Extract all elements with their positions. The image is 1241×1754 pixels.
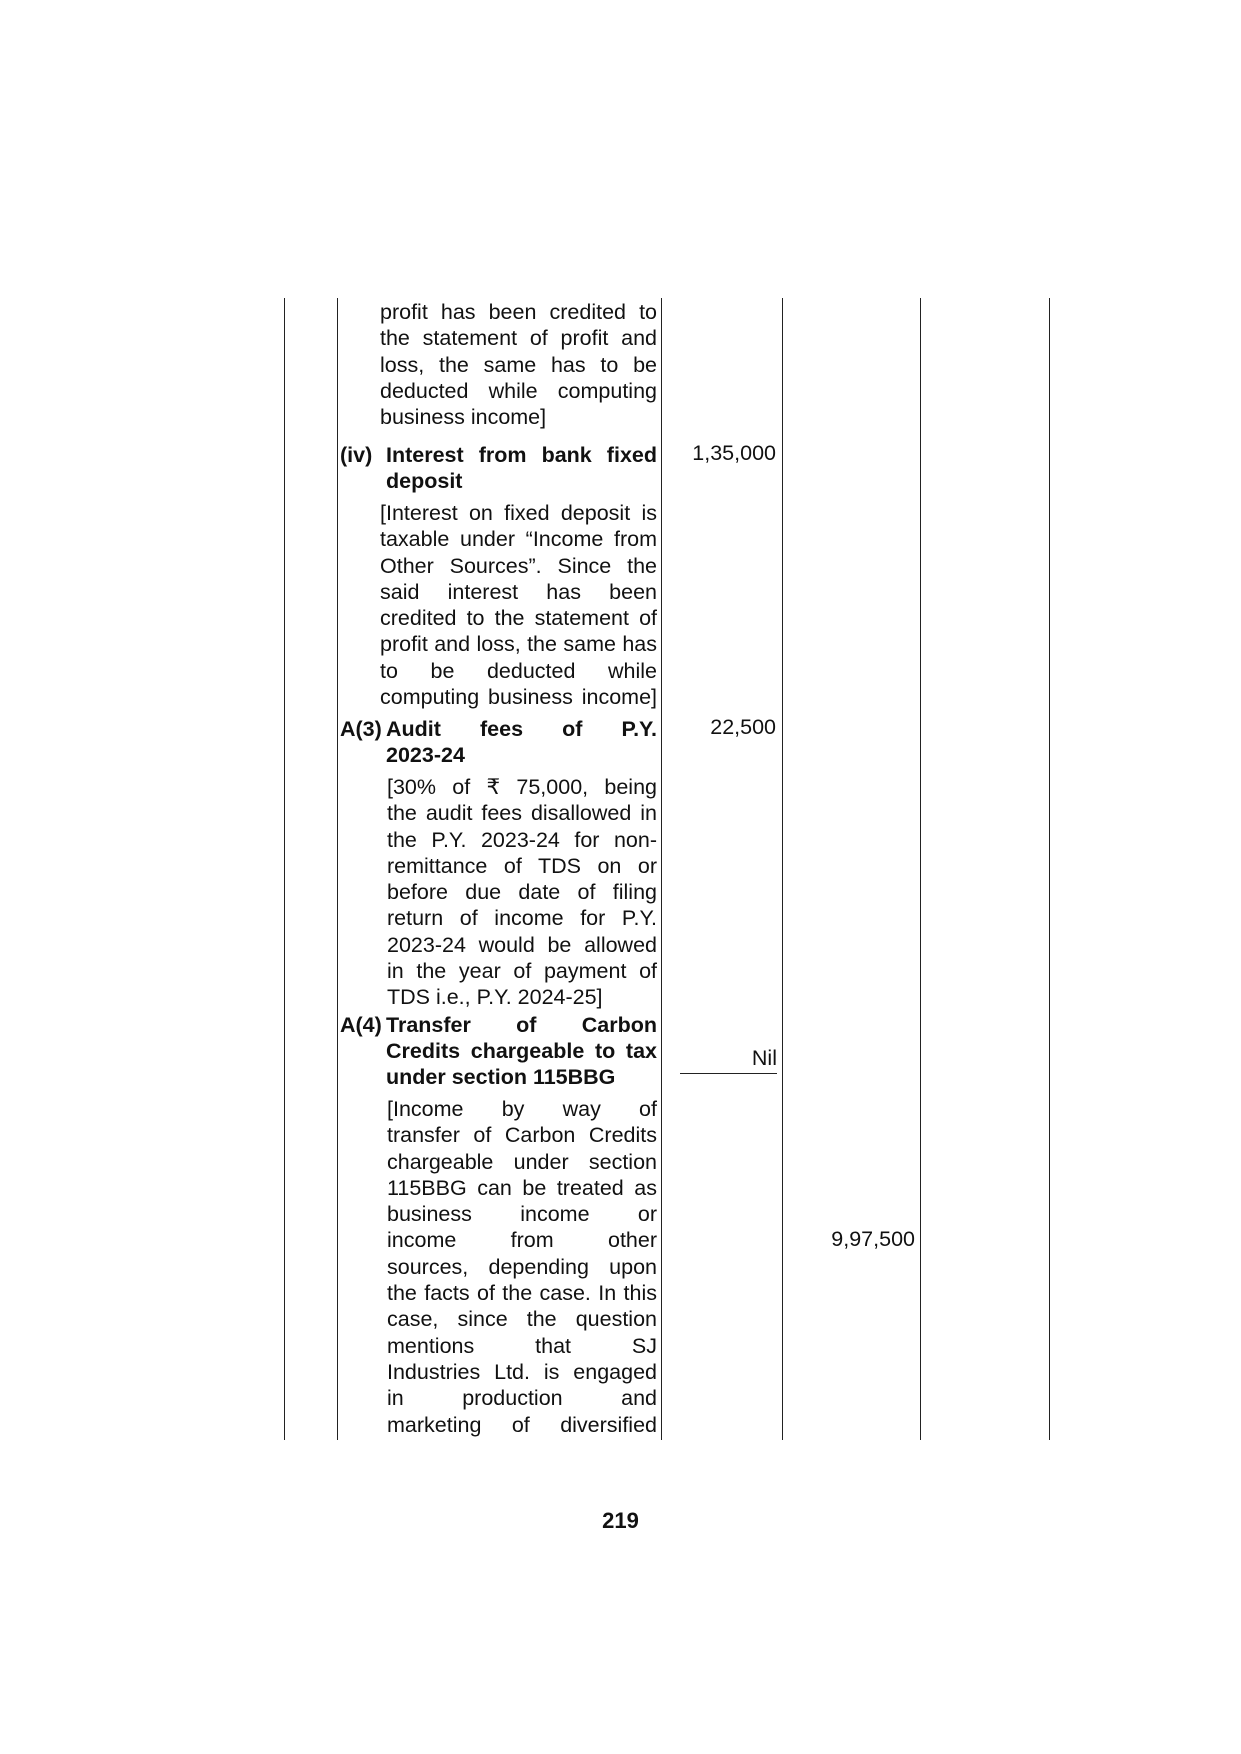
item-iv-amount: 1,35,000 [692, 441, 776, 465]
item-a4-heading [340, 1012, 657, 1089]
note-line: credited to the statement of [380, 606, 657, 631]
item-iv-note [380, 500, 657, 710]
item-a4-title-line: under section 115BBG [386, 1065, 616, 1089]
item-a3-label: A(3) [340, 717, 382, 741]
note-line: profit and loss, the same has [380, 632, 657, 657]
continuation-line: profit has been credited to [380, 300, 657, 324]
table-border-right [1049, 298, 1050, 1440]
item-iv-label: (iv) [340, 443, 373, 467]
note-line: [Income by way of [387, 1097, 657, 1121]
note-line: Industries Ltd. is engaged [387, 1359, 657, 1384]
item-a3-heading [340, 716, 657, 767]
page-number: 219 [602, 1508, 639, 1533]
item-a3-title-line: Audit fees of P.Y. [386, 717, 657, 741]
item-a4-title-line: Credits chargeable to tax [386, 1039, 657, 1063]
item-a3-note [387, 774, 657, 1011]
column-divider-4 [920, 298, 921, 1440]
note-line: taxable under “Income from [380, 527, 657, 552]
note-line: 115BBG can be treated as [387, 1175, 657, 1200]
note-line: before due date of filing [387, 880, 657, 905]
note-line: income from other [387, 1228, 657, 1253]
continuation-line: the statement of profit and [380, 326, 657, 351]
item-iv-title-line: deposit [386, 469, 463, 493]
table-border-left [284, 298, 285, 1440]
column-divider-2 [661, 298, 662, 1440]
total-amount: 9,97,500 [831, 1227, 915, 1251]
column-divider-1 [337, 298, 338, 1440]
note-line: remittance of TDS on or [387, 853, 657, 878]
note-line: mentions that SJ [387, 1333, 657, 1358]
item-a3-title-line: 2023-24 [386, 743, 465, 767]
continuation-note [380, 299, 657, 430]
note-line: 2023-24 would be allowed [387, 932, 657, 957]
note-line: sources, depending upon [387, 1254, 657, 1279]
note-line: to be deducted while [380, 658, 657, 683]
note-line: business income or [387, 1202, 657, 1227]
note-line: [30% of ₹ 75,000, being [387, 775, 657, 799]
continuation-line: loss, the same has to be [380, 352, 657, 377]
note-line: return of income for P.Y. [387, 906, 657, 931]
note-line: transfer of Carbon Credits [387, 1123, 657, 1148]
note-line: marketing of diversified [387, 1412, 657, 1437]
item-a4-note [387, 1096, 657, 1438]
continuation-line: deducted while computing [380, 378, 657, 403]
note-line: in production and [387, 1386, 657, 1411]
item-a4-title-line: Transfer of Carbon [386, 1013, 657, 1037]
note-line: the audit fees disallowed in [387, 801, 657, 826]
note-line: the facts of the case. In this [387, 1281, 657, 1306]
note-line: computing business income] [380, 685, 657, 710]
item-iv-title-line: Interest from bank fixed [386, 443, 657, 467]
note-line: chargeable under section [387, 1149, 657, 1174]
item-a4-amount: Nil [680, 1045, 777, 1074]
note-line: said interest has been [380, 579, 657, 604]
item-a4-label: A(4) [340, 1013, 382, 1037]
note-line: in the year of payment of [387, 959, 657, 984]
note-line: TDS i.e., P.Y. 2024-25] [387, 985, 603, 1010]
item-a3-amount: 22,500 [710, 715, 776, 739]
note-line: the P.Y. 2023-24 for non- [387, 827, 657, 852]
item-iv-heading [340, 442, 657, 493]
note-line: [Interest on fixed deposit is [380, 501, 657, 525]
note-line: case, since the question [387, 1307, 657, 1332]
note-line: Other Sources”. Since the [380, 553, 657, 578]
continuation-line: business income] [380, 405, 547, 430]
column-divider-3 [782, 298, 783, 1440]
